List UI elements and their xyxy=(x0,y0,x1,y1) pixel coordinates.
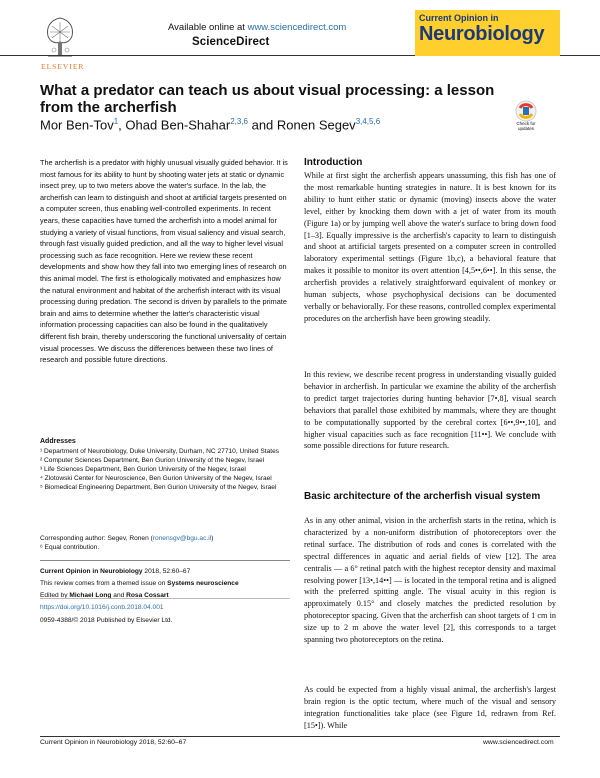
address-item: ⁴ Zlotowski Center for Neuroscience, Ben Gurion University of the Negev, Israel xyxy=(40,475,272,482)
edited-and: and xyxy=(111,591,127,599)
info-rule xyxy=(40,598,290,599)
footer-citation: Current Opinion in Neurobiology 2018, 52:60–67 xyxy=(40,739,187,746)
corresponding-suffix: ) xyxy=(211,535,214,542)
address-item: ¹ Department of Neurobiology, Duke University, Durham, NC 27710, United States xyxy=(40,448,280,455)
doi-link[interactable]: https://doi.org/10.1016/j.conb.2018.04.001 xyxy=(40,604,164,611)
corresponding-prefix: Corresponding author: Segev, Ronen ( xyxy=(40,535,153,542)
author-separator: , xyxy=(118,117,126,133)
author-name: Ohad Ben-Shahar xyxy=(125,117,231,133)
elsevier-wordmark: ELSEVIER xyxy=(41,62,85,71)
issue-info xyxy=(40,566,290,601)
addresses-list xyxy=(40,447,290,492)
equal-contribution-note: ⁶ Equal contribution. xyxy=(40,544,100,551)
author-name: Ronen Segev xyxy=(276,117,356,133)
author-list xyxy=(40,117,380,132)
journal-volume: 2018, 52:60–67 xyxy=(142,568,191,575)
editor-name: Michael Long xyxy=(69,591,112,599)
introduction-heading: Introduction xyxy=(304,157,363,168)
basic-architecture-heading: Basic architecture of the archerfish visual system xyxy=(304,491,541,502)
author-affiliation[interactable]: 1 xyxy=(113,117,119,126)
review-paragraph: In this review, we describe recent progress in understanding visually guided behavior in archerfish. In particular we examine the ability of the archerfish to predict target trajectories during hunting behavior [7•,8], visual search behaviors that parallel those exhibited by mammals, where they are thought to be computationally supported by the cerebral cortex [6••,9••,10], and higher visual capacities such as face recognition [11••]. We conclude with some possible directions for future research. xyxy=(304,370,556,451)
address-item: ³ Life Sciences Department, Ben Gurion University of the Negev, Israel xyxy=(40,466,246,473)
journal-banner-name: Neurobiology xyxy=(419,23,545,45)
availability-prefix: Available online at xyxy=(168,22,248,33)
journal-banner-top: Current Opinion in xyxy=(419,13,499,23)
check-for-updates-label: Check for updates xyxy=(516,121,536,131)
address-item: ⁵ Biomedical Engineering Department, Ben Gurion University of the Negev, Israel xyxy=(40,484,277,491)
abstract: The archerfish is a predator with highly unusual visually guided behavior. It is most famous for its ability to hunt by shooting water jets at static or dynamic insect prey, up to two meters above the water's surface. In the lab, the archerfish can learn to distinguish and shoot at artificial targets presented on a computer screen, thus enabling well-controlled experiments. In recent years, these capacities have turned the archerfish into a model animal for studying a variety of visual functions, from visual saliency and visual search, through fast visually guided prediction, and all the way to higher level visual processing such as face recognition. Here we review these recent developments and show how they fall into two emerging lines of research on this animal model. The first is ethologically motivated and emphasizes how the natural environment and habitat of the archerfish interact with its visual processing during predation. The second is driven by parallels to the primate brain and aims to determine whether the latter's characteristic visual information processing capacities can also be found in the qualitatively different fish brain, thereby underscoring the functional universality of certain visual processes. We discuss the differences between these two lines of research and possible future directions. xyxy=(40,158,288,365)
author-affiliation[interactable]: 3,4,5,6 xyxy=(355,117,381,126)
sciencedirect-label: ScienceDirect xyxy=(192,36,270,48)
edited-prefix: Edited by xyxy=(40,591,70,599)
sciencedirect-link[interactable]: www.sciencedirect.com xyxy=(247,22,347,33)
addresses-heading: Addresses xyxy=(40,438,76,445)
copyright-line: 0959-4388/© 2018 Published by Elsevier Ltd. xyxy=(40,616,173,624)
optic-tectum-paragraph: As could be expected from a highly visual animal, the archerfish's largest brain region is the optic tectum, where much of the visual and sensory integration functionalities take place (see Figure 1d, redrawn from Ref. [15•]). While xyxy=(304,685,556,730)
author-separator: and xyxy=(247,117,277,133)
corresponding-email-link[interactable]: ronensgv@bgu.ac.il xyxy=(152,535,212,542)
footer-rule xyxy=(40,736,560,737)
author-name: Mor Ben-Tov xyxy=(40,117,114,133)
corresponding-author xyxy=(40,534,290,552)
availability-note xyxy=(168,22,346,33)
journal-line: Current Opinion in Neurobiology xyxy=(40,568,143,575)
article-title: What a predator can teach us about visual processing: a lesson from the archerfish xyxy=(40,82,495,116)
issue-theme: Systems neuroscience xyxy=(167,579,239,587)
doi-info xyxy=(40,602,290,627)
introduction-paragraph: While at first sight the archerfish appears unassuming, this fish has one of the most remarkable hunting strategies in nature. It is best known for its ability to hunt either static or dynamic (moving) insects above the water level, either by knocking them down with a jet of water from its mouth (Figure 1a) or by jumping well above the water's surface to bring down food [1–3]. Equally impressive is the archerfish's capacity to learn to distinguish and shoot at artificial targets presented on a computer screen in controlled laboratory experimental settings (Figure 1b,c), a behavioral feature that makes it possible to monitor its overt attention [4,5••,6••]. In this sense, the archerfish provides a relatively straightforward equivalent of monkey or human subjects, whose psychophysical decisions can be documented verbally or behaviorally. For these reasons, controlled complex experimental procedures on the archerfish have been growing steadily. xyxy=(304,171,556,323)
footer-website: www.sciencedirect.com xyxy=(483,739,554,746)
address-item: ² Computer Sciences Department, Ben Gurion University of the Negev, Israel xyxy=(40,457,265,464)
info-rule xyxy=(40,560,290,561)
issue-prefix: This review comes from a themed issue on xyxy=(40,579,168,587)
author-affiliation[interactable]: 2,3,6 xyxy=(230,117,248,126)
basic-architecture-paragraph: As in any other animal, vision in the archerfish starts in the retina, which is characterized by a non-uniform distribution of photoreceptors over the retinal surface. The distribution of rods and cones is correlated with the spectral differences in aquatic and aerial fields of view [12]. The area centralis — a 6° retinal patch with the highest receptor density and maximal resolving power [13•,14••] — is located in the temporal retina and is aligned with the preferred spitting angle. The visual acuity in this region is approximately 0.15° and closely matches the predicted resolution by photoreceptor spacing. Given that the archerfish can shoot targets of 1 cm in size up to 2 m above the water level [2], this corresponds to a target spanning two photoreceptors on the retina. xyxy=(304,516,556,645)
editor-name: Rosa Cossart xyxy=(126,591,169,599)
